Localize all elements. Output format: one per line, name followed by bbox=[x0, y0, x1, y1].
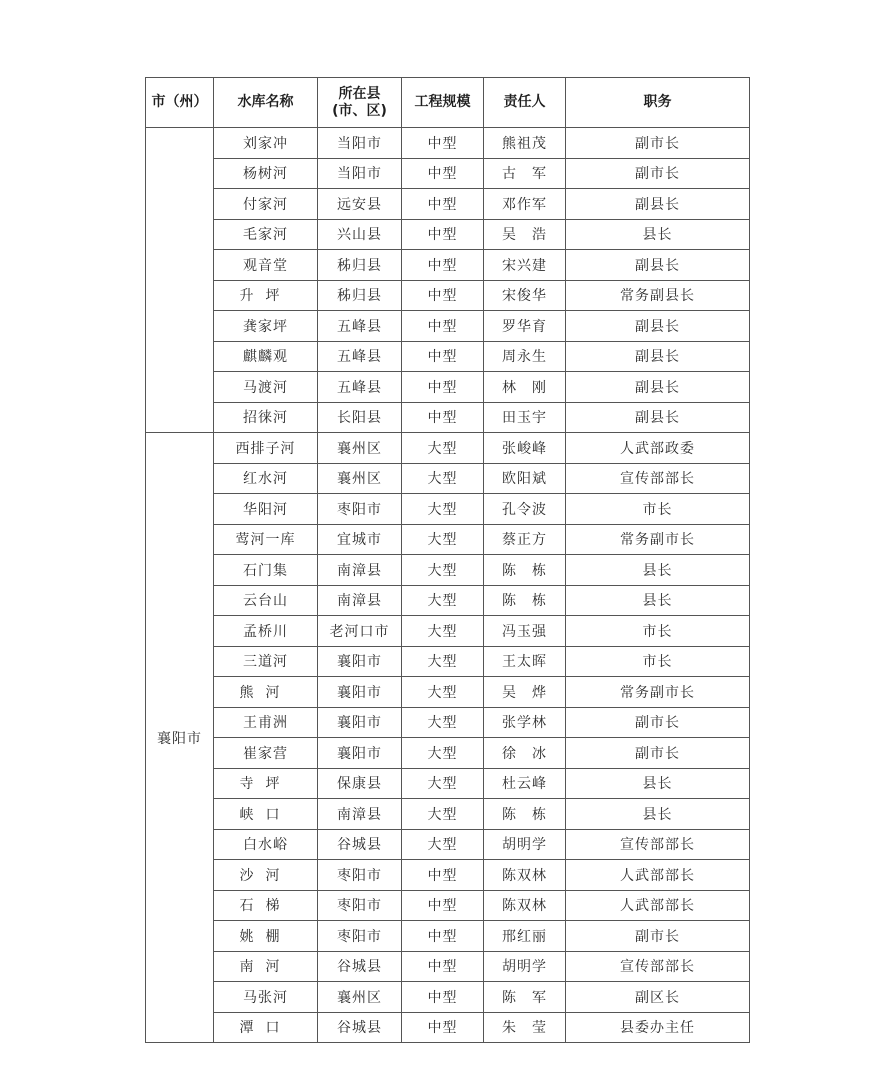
reservoir-cell: 马张河 bbox=[214, 982, 318, 1013]
county-cell: 枣阳市 bbox=[318, 494, 402, 525]
person-cell: 熊祖茂 bbox=[484, 128, 566, 159]
scale-cell: 中型 bbox=[402, 982, 484, 1013]
scale-cell: 大型 bbox=[402, 799, 484, 830]
header-position: 职务 bbox=[566, 78, 750, 128]
table-row bbox=[146, 280, 750, 311]
reservoir-cell: 王甫洲 bbox=[214, 707, 318, 738]
position-cell: 宣传部部长 bbox=[566, 463, 750, 494]
position-cell: 人武部部长 bbox=[566, 860, 750, 891]
county-cell: 南漳县 bbox=[318, 585, 402, 616]
position-cell: 副市长 bbox=[566, 921, 750, 952]
reservoir-cell: 付家河 bbox=[214, 189, 318, 220]
county-cell: 谷城县 bbox=[318, 829, 402, 860]
reservoir-cell: 潭口 bbox=[214, 1012, 318, 1043]
table-header-row bbox=[146, 78, 750, 128]
position-cell: 市长 bbox=[566, 494, 750, 525]
table-row bbox=[146, 768, 750, 799]
county-cell: 秭归县 bbox=[318, 280, 402, 311]
reservoir-cell: 毛家河 bbox=[214, 219, 318, 250]
reservoir-cell: 孟桥川 bbox=[214, 616, 318, 647]
county-cell: 五峰县 bbox=[318, 372, 402, 403]
scale-cell: 大型 bbox=[402, 768, 484, 799]
table-row bbox=[146, 890, 750, 921]
scale-cell: 中型 bbox=[402, 1012, 484, 1043]
position-cell: 副区长 bbox=[566, 982, 750, 1013]
reservoir-cell: 红水河 bbox=[214, 463, 318, 494]
county-cell: 襄阳市 bbox=[318, 677, 402, 708]
position-cell: 县长 bbox=[566, 219, 750, 250]
table-row bbox=[146, 494, 750, 525]
table-row bbox=[146, 250, 750, 281]
person-cell: 邓作军 bbox=[484, 189, 566, 220]
scale-cell: 中型 bbox=[402, 372, 484, 403]
reservoir-cell: 云台山 bbox=[214, 585, 318, 616]
scale-cell: 大型 bbox=[402, 646, 484, 677]
position-cell: 常务副市长 bbox=[566, 524, 750, 555]
reservoir-cell: 杨树河 bbox=[214, 158, 318, 189]
reservoir-cell: 三道河 bbox=[214, 646, 318, 677]
table-body bbox=[146, 128, 750, 1043]
county-cell: 五峰县 bbox=[318, 341, 402, 372]
reservoir-cell: 熊河 bbox=[214, 677, 318, 708]
table-row bbox=[146, 219, 750, 250]
reservoir-cell: 姚棚 bbox=[214, 921, 318, 952]
person-cell: 林 刚 bbox=[484, 372, 566, 403]
position-cell: 县长 bbox=[566, 585, 750, 616]
scale-cell: 大型 bbox=[402, 677, 484, 708]
county-cell: 五峰县 bbox=[318, 311, 402, 342]
scale-cell: 大型 bbox=[402, 616, 484, 647]
county-cell: 襄阳市 bbox=[318, 738, 402, 769]
reservoir-cell: 龚家坪 bbox=[214, 311, 318, 342]
reservoir-cell: 马渡河 bbox=[214, 372, 318, 403]
person-cell: 田玉宇 bbox=[484, 402, 566, 433]
person-cell: 陈 军 bbox=[484, 982, 566, 1013]
reservoir-cell: 石门集 bbox=[214, 555, 318, 586]
person-cell: 宋俊华 bbox=[484, 280, 566, 311]
position-cell: 副县长 bbox=[566, 311, 750, 342]
person-cell: 杜云峰 bbox=[484, 768, 566, 799]
scale-cell: 中型 bbox=[402, 219, 484, 250]
person-cell: 张学林 bbox=[484, 707, 566, 738]
reservoir-cell: 石梯 bbox=[214, 890, 318, 921]
county-cell: 枣阳市 bbox=[318, 921, 402, 952]
person-cell: 陈 栋 bbox=[484, 555, 566, 586]
person-cell: 吴 浩 bbox=[484, 219, 566, 250]
scale-cell: 大型 bbox=[402, 738, 484, 769]
person-cell: 孔令波 bbox=[484, 494, 566, 525]
person-cell: 罗华育 bbox=[484, 311, 566, 342]
scale-cell: 中型 bbox=[402, 311, 484, 342]
position-cell: 副县长 bbox=[566, 250, 750, 281]
scale-cell: 大型 bbox=[402, 585, 484, 616]
position-cell: 副市长 bbox=[566, 128, 750, 159]
table-row bbox=[146, 677, 750, 708]
position-cell: 常务副县长 bbox=[566, 280, 750, 311]
scale-cell: 大型 bbox=[402, 463, 484, 494]
person-cell: 胡明学 bbox=[484, 829, 566, 860]
person-cell: 周永生 bbox=[484, 341, 566, 372]
county-cell: 枣阳市 bbox=[318, 860, 402, 891]
table-row bbox=[146, 189, 750, 220]
position-cell: 副市长 bbox=[566, 738, 750, 769]
county-cell: 远安县 bbox=[318, 189, 402, 220]
scale-cell: 中型 bbox=[402, 189, 484, 220]
table-row bbox=[146, 555, 750, 586]
table-row bbox=[146, 616, 750, 647]
person-cell: 宋兴建 bbox=[484, 250, 566, 281]
table-row bbox=[146, 707, 750, 738]
county-cell: 宜城市 bbox=[318, 524, 402, 555]
table-row bbox=[146, 433, 750, 464]
position-cell: 市长 bbox=[566, 646, 750, 677]
reservoir-cell: 南河 bbox=[214, 951, 318, 982]
scale-cell: 中型 bbox=[402, 860, 484, 891]
table-row bbox=[146, 860, 750, 891]
reservoir-cell: 沙河 bbox=[214, 860, 318, 891]
scale-cell: 中型 bbox=[402, 402, 484, 433]
person-cell: 陈双林 bbox=[484, 890, 566, 921]
position-cell: 县长 bbox=[566, 768, 750, 799]
person-cell: 张峻峰 bbox=[484, 433, 566, 464]
position-cell: 人武部政委 bbox=[566, 433, 750, 464]
reservoir-cell: 升坪 bbox=[214, 280, 318, 311]
reservoir-cell: 崔家营 bbox=[214, 738, 318, 769]
table-row bbox=[146, 402, 750, 433]
reservoir-cell: 西排子河 bbox=[214, 433, 318, 464]
position-cell: 宣传部部长 bbox=[566, 829, 750, 860]
position-cell: 市长 bbox=[566, 616, 750, 647]
position-cell: 县长 bbox=[566, 799, 750, 830]
scale-cell: 大型 bbox=[402, 707, 484, 738]
person-cell: 欧阳斌 bbox=[484, 463, 566, 494]
position-cell: 副市长 bbox=[566, 707, 750, 738]
table-row bbox=[146, 463, 750, 494]
scale-cell: 中型 bbox=[402, 921, 484, 952]
table-row bbox=[146, 799, 750, 830]
position-cell: 常务副市长 bbox=[566, 677, 750, 708]
county-cell: 襄阳市 bbox=[318, 707, 402, 738]
table-row bbox=[146, 982, 750, 1013]
person-cell: 古 军 bbox=[484, 158, 566, 189]
county-cell: 襄阳市 bbox=[318, 646, 402, 677]
table-row bbox=[146, 524, 750, 555]
person-cell: 王太晖 bbox=[484, 646, 566, 677]
table-row bbox=[146, 829, 750, 860]
header-reservoir-name: 水库名称 bbox=[214, 78, 318, 128]
county-cell: 南漳县 bbox=[318, 799, 402, 830]
scale-cell: 大型 bbox=[402, 555, 484, 586]
table-row bbox=[146, 311, 750, 342]
county-cell: 枣阳市 bbox=[318, 890, 402, 921]
reservoir-cell: 观音堂 bbox=[214, 250, 318, 281]
position-cell: 县长 bbox=[566, 555, 750, 586]
reservoir-cell: 刘家冲 bbox=[214, 128, 318, 159]
position-cell: 县委办主任 bbox=[566, 1012, 750, 1043]
person-cell: 徐 冰 bbox=[484, 738, 566, 769]
position-cell: 宣传部部长 bbox=[566, 951, 750, 982]
position-cell: 副县长 bbox=[566, 189, 750, 220]
county-cell: 秭归县 bbox=[318, 250, 402, 281]
scale-cell: 中型 bbox=[402, 128, 484, 159]
person-cell: 吴 烨 bbox=[484, 677, 566, 708]
person-cell: 蔡正方 bbox=[484, 524, 566, 555]
scale-cell: 大型 bbox=[402, 829, 484, 860]
person-cell: 陈双林 bbox=[484, 860, 566, 891]
table-row bbox=[146, 372, 750, 403]
person-cell: 朱 莹 bbox=[484, 1012, 566, 1043]
reservoir-responsibility-table bbox=[145, 77, 750, 1043]
person-cell: 邢红丽 bbox=[484, 921, 566, 952]
scale-cell: 中型 bbox=[402, 951, 484, 982]
city-cell: 襄阳市 bbox=[146, 433, 214, 1043]
person-cell: 陈 栋 bbox=[484, 799, 566, 830]
reservoir-cell: 莺河一库 bbox=[214, 524, 318, 555]
county-cell: 长阳县 bbox=[318, 402, 402, 433]
county-cell: 老河口市 bbox=[318, 616, 402, 647]
reservoir-cell: 白水峪 bbox=[214, 829, 318, 860]
person-cell: 胡明学 bbox=[484, 951, 566, 982]
header-county-line1: 所在县 bbox=[338, 85, 381, 102]
county-cell: 兴山县 bbox=[318, 219, 402, 250]
county-cell: 襄州区 bbox=[318, 433, 402, 464]
table-row bbox=[146, 921, 750, 952]
header-county bbox=[318, 78, 402, 128]
reservoir-cell: 招徕河 bbox=[214, 402, 318, 433]
scale-cell: 大型 bbox=[402, 494, 484, 525]
reservoir-cell: 寺坪 bbox=[214, 768, 318, 799]
position-cell: 人武部部长 bbox=[566, 890, 750, 921]
county-cell: 襄州区 bbox=[318, 463, 402, 494]
table-row bbox=[146, 738, 750, 769]
table-row bbox=[146, 1012, 750, 1043]
table-row bbox=[146, 951, 750, 982]
table-row bbox=[146, 646, 750, 677]
county-cell: 当阳市 bbox=[318, 158, 402, 189]
position-cell: 副县长 bbox=[566, 372, 750, 403]
county-cell: 南漳县 bbox=[318, 555, 402, 586]
reservoir-cell: 华阳河 bbox=[214, 494, 318, 525]
table-row bbox=[146, 128, 750, 159]
table-row bbox=[146, 341, 750, 372]
scale-cell: 中型 bbox=[402, 890, 484, 921]
header-scale: 工程规模 bbox=[402, 78, 484, 128]
scale-cell: 大型 bbox=[402, 524, 484, 555]
position-cell: 副县长 bbox=[566, 402, 750, 433]
header-city: 市（州） bbox=[146, 78, 214, 128]
table-row bbox=[146, 585, 750, 616]
table-row bbox=[146, 158, 750, 189]
scale-cell: 大型 bbox=[402, 433, 484, 464]
header-county-line2: (市、区) bbox=[332, 102, 387, 119]
county-cell: 谷城县 bbox=[318, 951, 402, 982]
scale-cell: 中型 bbox=[402, 250, 484, 281]
scale-cell: 中型 bbox=[402, 280, 484, 311]
header-person: 责任人 bbox=[484, 78, 566, 128]
county-cell: 当阳市 bbox=[318, 128, 402, 159]
reservoir-cell: 麒麟观 bbox=[214, 341, 318, 372]
position-cell: 副县长 bbox=[566, 341, 750, 372]
county-cell: 襄州区 bbox=[318, 982, 402, 1013]
position-cell: 副市长 bbox=[566, 158, 750, 189]
county-cell: 谷城县 bbox=[318, 1012, 402, 1043]
city-cell bbox=[146, 128, 214, 433]
reservoir-cell: 峡口 bbox=[214, 799, 318, 830]
scale-cell: 中型 bbox=[402, 341, 484, 372]
person-cell: 冯玉强 bbox=[484, 616, 566, 647]
scale-cell: 中型 bbox=[402, 158, 484, 189]
county-cell: 保康县 bbox=[318, 768, 402, 799]
person-cell: 陈 栋 bbox=[484, 585, 566, 616]
